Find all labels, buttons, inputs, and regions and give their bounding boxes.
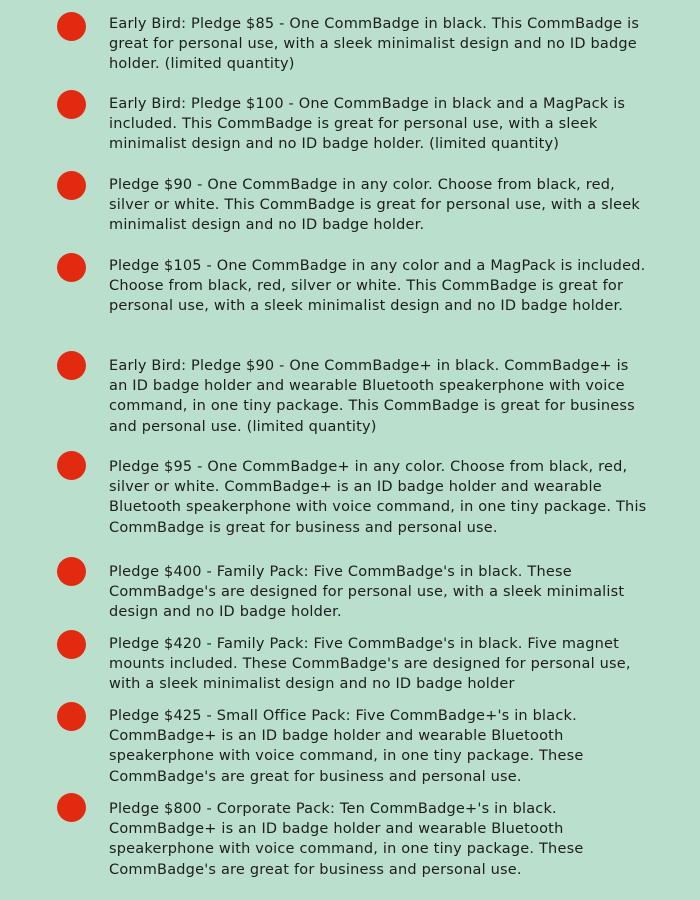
pledge-text: Pledge $400 - Family Pack: Five CommBadge's in black. These CommBadge's are designed for personal use, with a sleek minimalist design and no ID badge holder.	[109, 564, 625, 621]
pledge-text: Pledge $95 - One CommBadge+ in any color. Choose from black, red, silver or white. CommBadge+ is an ID badge holder and wearable Bluetooth speakerphone with voice command, in one tiny package. This CommBadge is great for business and personal use.	[109, 459, 647, 536]
pledge-text: Pledge $420 - Family Pack: Five CommBadge's in black. Five magnet mounts included. These CommBadge's are designed for personal use, with a sleek minimalist design and no ID badge holder	[109, 636, 631, 693]
pledge-text: Pledge $425 - Small Office Pack: Five CommBadge+'s in black. CommBadge+ is an ID badge holder and wearable Bluetooth speakerphone with voice command, in one tiny package. These CommBadge's are great for business and personal use.	[109, 708, 584, 785]
bullet-icon	[57, 630, 86, 659]
pledge-text: Early Bird: Pledge $100 - One CommBadge in black and a MagPack is included. This CommBadge is great for personal use, with a sleek minimalist design and no ID badge holder. (limited quantity)	[109, 96, 626, 153]
bullet-icon	[57, 702, 86, 731]
bullet-icon	[57, 171, 86, 200]
pledge-text: Early Bird: Pledge $85 - One CommBadge in black. This CommBadge is great for personal use, with a sleek minimalist design and no ID badge holder. (limited quantity)	[109, 16, 640, 73]
bullet-icon	[57, 557, 86, 586]
bullet-icon	[57, 793, 86, 822]
pledge-text: Pledge $90 - One CommBadge in any color. Choose from black, red, silver or white. This CommBadge is great for personal use, with a sleek minimalist design and no ID badge holder.	[109, 177, 640, 234]
bullet-icon	[57, 351, 86, 380]
bullet-icon	[57, 451, 86, 480]
pledge-text: Early Bird: Pledge $90 - One CommBadge+ in black. CommBadge+ is an ID badge holder and wearable Bluetooth speakerphone with voice command, in one tiny package. This CommBadge is great for business and personal use. (limited quantity)	[109, 358, 635, 435]
bullet-icon	[57, 253, 86, 282]
pledge-text: Pledge $800 - Corporate Pack: Ten CommBadge+'s in black. CommBadge+ is an ID badge holder and wearable Bluetooth speakerphone with voice command, in one tiny package. These CommBadge's are great for business and personal use.	[109, 801, 584, 878]
pledge-text: Pledge $105 - One CommBadge in any color and a MagPack is included. Choose from black, red, silver or white. This CommBadge is great for personal use, with a sleek minimalist design and no ID badge holder.	[109, 258, 646, 315]
bullet-icon	[57, 90, 86, 119]
bullet-icon	[57, 12, 86, 41]
